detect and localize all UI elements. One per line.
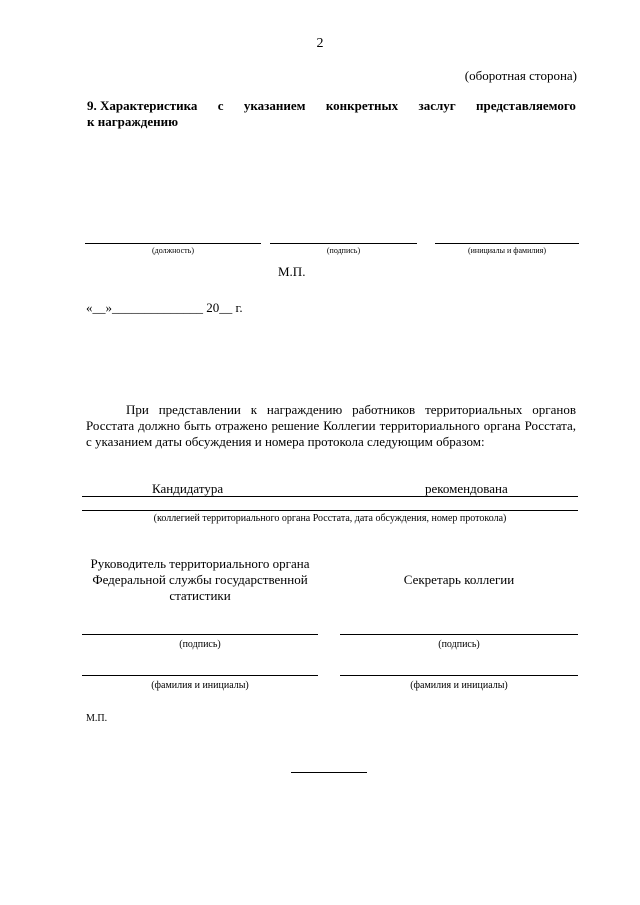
- position-caption: (должность): [152, 246, 194, 255]
- page-number: 2: [316, 36, 324, 51]
- signature-caption: (подпись): [326, 246, 361, 255]
- date-line: «__»______________ 20__ г.: [86, 300, 243, 315]
- recommended-label: рекомендована: [425, 481, 508, 496]
- heading-word: представляемого: [476, 98, 576, 113]
- stamp-label-top: М.П.: [278, 264, 306, 279]
- heading-word: указанием: [243, 98, 306, 113]
- heading-line2: к награждению: [87, 114, 179, 129]
- name-caption: (инициалы и фамилия): [467, 246, 547, 255]
- head-name-caption: (фамилия и инициалы): [151, 680, 249, 691]
- note-text: При представлении к награждению работников территориальных органов Росстата должно быть отражено решение Коллегии территориального органа Росстата, с указанием даты обсуждения и номера протокола следующим образом:: [86, 402, 576, 449]
- committee-line: [82, 510, 578, 511]
- committee-caption: (коллегией территориального органа Росстата, дата обсуждения, номер протокола): [153, 513, 507, 524]
- section-9-heading: [87, 98, 576, 130]
- note-paragraph: [86, 402, 576, 450]
- secretary-name-caption: (фамилия и инициалы): [410, 680, 508, 691]
- candidacy-line: [82, 496, 578, 497]
- heading-word: 9. Характеристика: [87, 98, 198, 113]
- secretary-title: Секретарь коллегии: [403, 572, 515, 587]
- secretary-name-line: [340, 675, 578, 676]
- head-signature-caption: (подпись): [179, 639, 221, 650]
- head-signature-line: [82, 634, 318, 635]
- heading-word: конкретных: [325, 98, 399, 113]
- secretary-signature-caption: (подпись): [438, 639, 480, 650]
- name-line: [435, 243, 579, 244]
- head-name-line: [82, 675, 318, 676]
- end-divider: [291, 772, 367, 773]
- candidacy-label: Кандидатура: [152, 481, 224, 496]
- heading-word: заслуг: [418, 98, 456, 113]
- stamp-label-bottom: М.П.: [86, 713, 108, 724]
- reverse-side-label: (оборотная сторона): [464, 68, 577, 83]
- head-title: Руководитель территориального органа Федеральной службы государственной статистики: [90, 556, 310, 603]
- secretary-signature-line: [340, 634, 578, 635]
- heading-word: с: [217, 98, 224, 113]
- signature-line: [270, 243, 417, 244]
- position-line: [85, 243, 261, 244]
